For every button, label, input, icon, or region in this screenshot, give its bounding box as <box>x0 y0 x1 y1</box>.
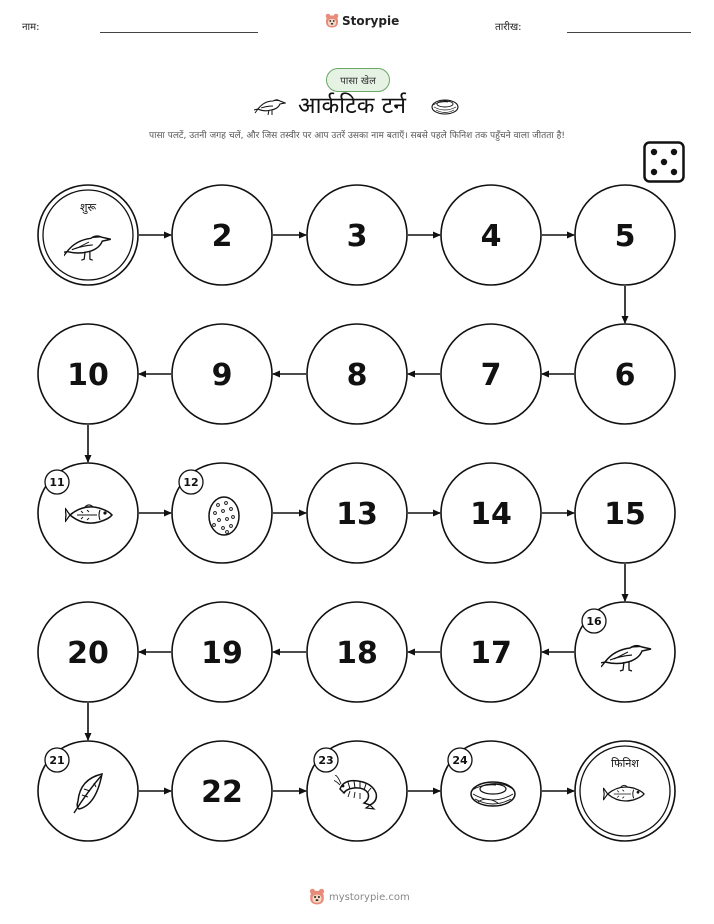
board-space-22[interactable] <box>172 741 272 841</box>
board-space-3[interactable] <box>307 185 407 285</box>
finish-label: फिनिश <box>611 757 639 770</box>
board-space-14[interactable] <box>441 463 541 563</box>
board-space-12[interactable] <box>172 463 272 563</box>
board-space-finish[interactable] <box>575 741 675 841</box>
space-number: 3 <box>346 219 368 254</box>
space-number: 22 <box>201 775 243 810</box>
board-space-10[interactable] <box>38 324 138 424</box>
space-number: 18 <box>336 636 378 671</box>
space-number: 2 <box>211 219 233 254</box>
space-number: 7 <box>480 358 502 393</box>
space-number: 16 <box>586 615 602 628</box>
board-space-20[interactable] <box>38 602 138 702</box>
space-number: 6 <box>614 358 636 393</box>
space-number: 9 <box>211 358 233 393</box>
board-space-21[interactable] <box>38 741 138 841</box>
board-space-16[interactable] <box>575 602 675 702</box>
egg-icon <box>209 497 239 535</box>
board-space-4[interactable] <box>441 185 541 285</box>
space-number: 5 <box>614 219 636 254</box>
board-space-2[interactable] <box>172 185 272 285</box>
game-type-badge: पासा खेल <box>326 68 390 92</box>
board-space-19[interactable] <box>172 602 272 702</box>
space-number: 14 <box>470 497 512 532</box>
board-space-18[interactable] <box>307 602 407 702</box>
name-label: नाम: <box>22 22 40 33</box>
space-number: 19 <box>201 636 243 671</box>
space-number: 4 <box>480 219 502 254</box>
space-number: 15 <box>604 497 646 532</box>
space-number: 20 <box>67 636 109 671</box>
space-number: 23 <box>318 754 334 767</box>
instructions: पासा पलटें, उतनी जगह चलें, और जिस तस्वीर पर आप उतरें उसका नाम बताएँ। सबसे पहले फिनिश तक पहुँचने वाला जीतता है! <box>149 131 565 141</box>
space-number: 21 <box>49 754 65 767</box>
board-space-8[interactable] <box>307 324 407 424</box>
date-label: तारीख: <box>495 22 522 33</box>
brand-name: Storypie <box>342 14 400 28</box>
board-space-15[interactable] <box>575 463 675 563</box>
start-label: शुरू <box>79 201 97 214</box>
board-space-23[interactable] <box>307 741 407 841</box>
page-title: आर्कटिक टर्न <box>298 93 407 119</box>
space-number: 8 <box>346 358 368 393</box>
board-space-9[interactable] <box>172 324 272 424</box>
board-space-5[interactable] <box>575 185 675 285</box>
space-number: 10 <box>67 358 109 393</box>
board-space-13[interactable] <box>307 463 407 563</box>
space-number: 17 <box>470 636 512 671</box>
board-space-6[interactable] <box>575 324 675 424</box>
board-space-start[interactable] <box>38 185 138 285</box>
footer-website[interactable]: mystorypie.com <box>329 891 410 903</box>
space-number: 24 <box>452 754 468 767</box>
storypie-logo-icon <box>309 888 325 906</box>
board-space-24[interactable] <box>441 741 541 841</box>
space-circle <box>38 185 138 285</box>
space-number: 12 <box>183 476 199 489</box>
board-space-7[interactable] <box>441 324 541 424</box>
space-number: 11 <box>49 476 65 489</box>
board-space-17[interactable] <box>441 602 541 702</box>
footer <box>309 888 410 906</box>
nest-icon <box>471 782 515 806</box>
space-number: 13 <box>336 497 378 532</box>
board-space-11[interactable] <box>38 463 138 563</box>
